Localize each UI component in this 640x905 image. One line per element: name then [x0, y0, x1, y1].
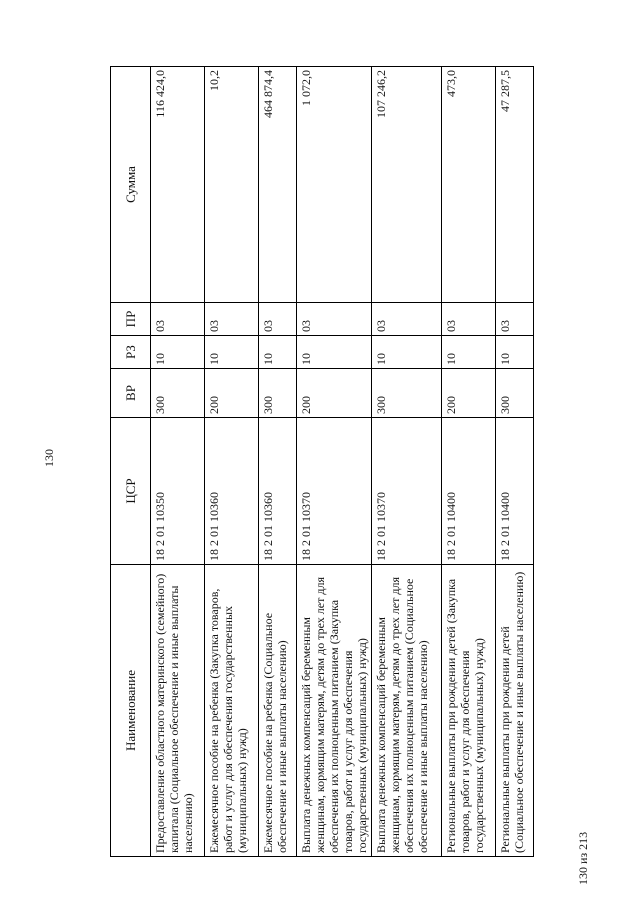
- table-row: [496, 67, 534, 857]
- row-csr: 18 2 01 10360: [259, 418, 297, 565]
- row-rz: 10: [496, 336, 534, 369]
- row-rz: 10: [442, 336, 496, 369]
- row-csr: 18 2 01 10360: [205, 418, 259, 565]
- table-row: [205, 67, 259, 857]
- row-vr: 200: [297, 369, 372, 418]
- row-name: Выплата денежных компенсаций беременным женщинам, кормящим матерям, детям до трех лет для обеспечения их полноценным питанием (Социальное обеспечение и иные выплаты населению): [372, 565, 442, 857]
- row-pr: 03: [297, 303, 372, 336]
- header-rz: РЗ: [111, 336, 151, 369]
- budget-table: [110, 66, 534, 857]
- header-name: Наименование: [111, 565, 151, 857]
- header-csr: ЦСР: [111, 418, 151, 565]
- row-sum: 107 246,2: [372, 67, 442, 303]
- row-sum: 116 424,0: [151, 67, 205, 303]
- row-sum: 1 072,0: [297, 67, 372, 303]
- table-row: [259, 67, 297, 857]
- table-row: [297, 67, 372, 857]
- page-number: 130: [42, 449, 56, 467]
- header-sum: Сумма: [111, 67, 151, 303]
- header-vr: ВР: [111, 369, 151, 418]
- row-rz: 10: [151, 336, 205, 369]
- row-sum: 464 874,4: [259, 67, 297, 303]
- row-vr: 300: [259, 369, 297, 418]
- row-rz: 10: [372, 336, 442, 369]
- row-rz: 10: [259, 336, 297, 369]
- row-pr: 03: [205, 303, 259, 336]
- row-csr: 18 2 01 10400: [442, 418, 496, 565]
- row-name: Ежемесячное пособие на ребенка (Закупка товаров, работ и услуг для обеспечения государственных (муниципальных) нужд): [205, 565, 259, 857]
- row-pr: 03: [442, 303, 496, 336]
- row-pr: 03: [496, 303, 534, 336]
- row-vr: 200: [205, 369, 259, 418]
- row-sum: 47 287,5: [496, 67, 534, 303]
- header-pr: ПР: [111, 303, 151, 336]
- row-sum: 473,0: [442, 67, 496, 303]
- row-name: Предоставление областного материнского (семейного) капитала (Социальное обеспечение и иные выплаты населению): [151, 565, 205, 857]
- row-csr: 18 2 01 10370: [372, 418, 442, 565]
- row-sum: 10,2: [205, 67, 259, 303]
- row-vr: 300: [151, 369, 205, 418]
- row-pr: 03: [372, 303, 442, 336]
- row-vr: 300: [496, 369, 534, 418]
- header-row: [111, 67, 151, 857]
- row-pr: 03: [151, 303, 205, 336]
- row-pr: 03: [259, 303, 297, 336]
- table-row: [442, 67, 496, 857]
- table-row: [151, 67, 205, 857]
- row-rz: 10: [205, 336, 259, 369]
- row-vr: 200: [442, 369, 496, 418]
- row-csr: 18 2 01 10350: [151, 418, 205, 565]
- row-csr: 18 2 01 10400: [496, 418, 534, 565]
- row-name: Региональные выплаты при рождении детей (Социальное обеспечение и иные выплаты населению): [496, 565, 534, 857]
- table-row: [372, 67, 442, 857]
- row-name: Региональные выплаты при рождении детей (Закупка товаров, работ и услуг для обеспечения государственных (муниципальных) нужд): [442, 565, 496, 857]
- row-csr: 18 2 01 10370: [297, 418, 372, 565]
- row-rz: 10: [297, 336, 372, 369]
- page-footer: 130 из 213: [576, 831, 590, 885]
- row-name: Ежемесячное пособие на ребенка (Социальное обеспечение и иные выплаты населению): [259, 565, 297, 857]
- row-vr: 300: [372, 369, 442, 418]
- row-name: Выплата денежных компенсаций беременным женщинам, кормящим матерям, детям до трех лет для обеспечения их полноценным питанием (Закупка товаров, работ и услуг для обеспечения государственных (муниципальных) нужд): [297, 565, 372, 857]
